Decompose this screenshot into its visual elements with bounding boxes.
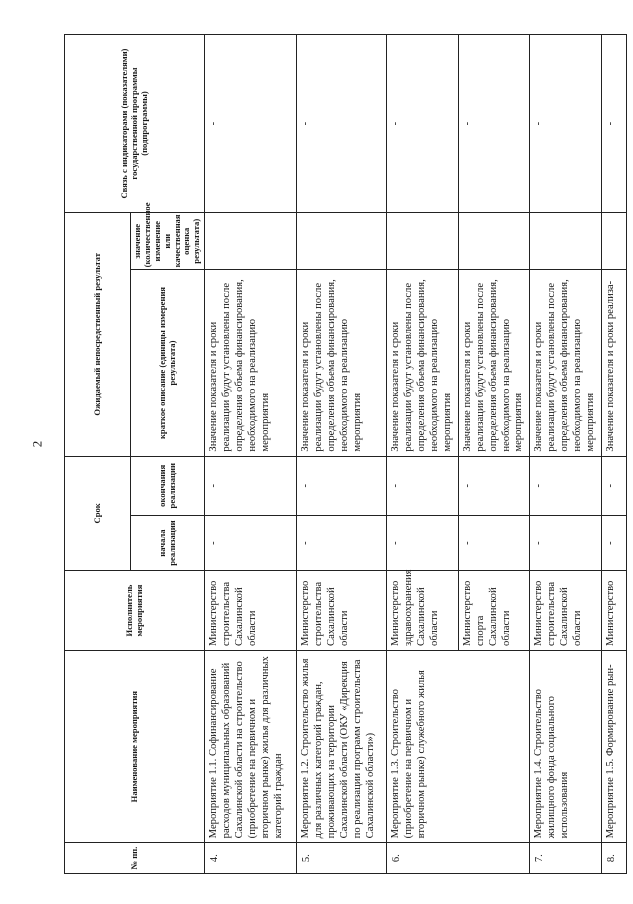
header-row-1 <box>65 35 131 874</box>
row-result-value <box>205 213 297 270</box>
row-end: - <box>458 456 530 515</box>
table-row <box>602 35 627 874</box>
row-name: Мероприятие 1.1. Софинансирование расходов муниципальных образований Сахалинской области на строительство (приобретение на первичном и вторичном рынке) жилья для различных категорий граждан <box>205 650 297 842</box>
table-row <box>530 35 602 874</box>
header-num: № пп. <box>65 843 205 874</box>
page-number: 2 <box>29 440 45 448</box>
header-executor: Исполнитель мероприятия <box>65 571 205 651</box>
row-start: - <box>530 515 602 570</box>
row-link: - <box>387 35 459 213</box>
row-result-desc: Значение показателя и сроки реализации будут установлены после определения объема финансирования, необходимого на реализацию мероприятия <box>458 270 530 456</box>
row-num: 6. <box>387 843 530 874</box>
row-start: - <box>205 515 297 570</box>
row-end: - <box>602 456 627 515</box>
table-row <box>205 35 297 874</box>
table-row <box>297 35 387 874</box>
row-start: - <box>387 515 459 570</box>
header-term-end: окончания реализации <box>131 456 205 515</box>
row-executor: Министерство строительства Сахалинской области <box>530 571 602 651</box>
row-end: - <box>205 456 297 515</box>
row-end: - <box>530 456 602 515</box>
row-link: - <box>530 35 602 213</box>
row-link: - <box>458 35 530 213</box>
header-result: Ожидаемый непосредственный результат <box>65 213 131 457</box>
header-name: Наименование мероприятия <box>65 650 205 842</box>
row-executor: Министерство здравоохранения Сахалинской области <box>387 571 459 651</box>
row-num: 8. <box>602 843 627 874</box>
row-result-desc: Значение показателя и сроки реализации будут установлены после определения объема финансирования, необходимого на реализацию мероприятия <box>530 270 602 456</box>
row-link: - <box>205 35 297 213</box>
row-end: - <box>387 456 459 515</box>
header-result-desc: краткое описание (единицы измерения результата) <box>131 270 205 456</box>
header-link: Связь с индикаторами (показателями) государственной программы (подпрограммы) <box>65 35 205 213</box>
row-result-value <box>387 213 459 270</box>
row-start: - <box>602 515 627 570</box>
row-name: Мероприятие 1.3. Строительство (приобретение на первичном и вторичном рынке) служебного жилья <box>387 650 530 842</box>
row-result-value <box>602 213 627 270</box>
row-name: Мероприятие 1.5. Формирование рын- <box>602 650 627 842</box>
row-start: - <box>458 515 530 570</box>
row-executor: Министерство <box>602 571 627 651</box>
row-name: Мероприятие 1.4. Строительство жилищного фонда социального использования <box>530 650 602 842</box>
row-num: 5. <box>297 843 387 874</box>
row-end: - <box>297 456 387 515</box>
row-result-value <box>458 213 530 270</box>
table-row <box>387 35 459 874</box>
measures-table <box>64 34 627 874</box>
row-link: - <box>297 35 387 213</box>
row-result-desc: Значение показателя и сроки реализации будут установлены после определения объема финансирования, необходимого на реализацию мероприятия <box>205 270 297 456</box>
row-result-desc: Значение показателя и сроки реализа- <box>602 270 627 456</box>
header-term: Срок <box>65 456 131 571</box>
row-executor: Министерство строительства Сахалинской области <box>205 571 297 651</box>
row-result-desc: Значение показателя и сроки реализации будут установлены после определения объема финансирования, необходимого на реализацию мероприятия <box>387 270 459 456</box>
row-result-value <box>297 213 387 270</box>
row-link: - <box>602 35 627 213</box>
row-executor: Министерство строительства Сахалинской области <box>297 571 387 651</box>
header-term-start: начала реализации <box>131 515 205 570</box>
row-name: Мероприятие 1.2. Строительство жилья для различных категорий граждан, проживающих на территории Сахалинской области (ОКУ «Дирекция по реализации программ строительства Сахалинской области») <box>297 650 387 842</box>
row-result-desc: Значение показателя и сроки реализации будут установлены после определения объема финансирования, необходимого на реализацию мероприятия <box>297 270 387 456</box>
row-num: 4. <box>205 843 297 874</box>
row-start: - <box>297 515 387 570</box>
row-result-value <box>530 213 602 270</box>
rotated-page-content <box>64 34 618 874</box>
row-executor: Министерство спорта Сахалинской области <box>458 571 530 651</box>
row-num: 7. <box>530 843 602 874</box>
header-result-value: значение (количественное изменение или качественная оценка результата) <box>131 213 205 270</box>
